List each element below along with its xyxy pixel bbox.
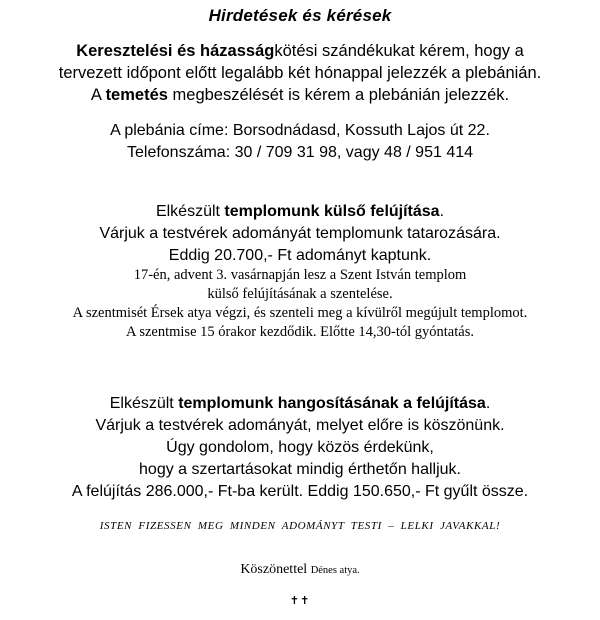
exterior-line-3: Eddig 20.700,- Ft adományt kaptunk. [168, 247, 432, 264]
crosses-icon: ✝✝ [289, 594, 311, 607]
signature: Dénes atya. [310, 565, 360, 576]
funeral-bold: temetés [105, 86, 168, 104]
phone-line: Telefonszáma: 30 / 709 31 98, vagy 48 / 951 414 [126, 144, 474, 161]
consecration-line-4: A szentmise 15 órakor kezdődik. Előtte 14,30-tól gyóntatás. [126, 324, 474, 340]
exterior-pre: Elkészült [155, 203, 225, 220]
consecration-section [0, 266, 600, 342]
consecration-line-3: A szentmisét Érsek atya végzi, és szenteli meg a kívülről megújult templomot. [72, 305, 528, 321]
sound-rest: . [485, 395, 491, 412]
sound-line-2: Várjuk a testvérek adományát, melyet előre is köszönünk. [95, 417, 505, 434]
blessing-line: ISTEN FIZESSEN MEG MINDEN ADOMÁNYT TESTI – LELKI JAVAKKAL! [99, 520, 501, 532]
exterior-section [0, 201, 600, 267]
baptism-bold: Keresztelési és házasság [76, 42, 275, 60]
address-section [0, 120, 600, 164]
page-title: Hirdetések és kérések [208, 6, 392, 25]
consecration-line-1: 17-én, advent 3. vasárnapján lesz a Szent István templom [133, 267, 467, 283]
consecration-line-2: külső felújításának a szentelése. [207, 286, 393, 302]
funeral-rest: megbeszélését is kérem a plebánián jelezzék. [167, 86, 510, 104]
exterior-rest: . [439, 203, 445, 220]
baptism-line-2: tervezett időpont előtt legalább két hónappal jelezzék a plebánián. [58, 64, 542, 82]
exterior-line-2: Várjuk a testvérek adományát templomunk tatarozására. [99, 225, 501, 242]
sound-line-1 [0, 393, 600, 415]
thanks-line [0, 562, 600, 578]
exterior-line-1 [0, 201, 600, 223]
baptism-line-1-rest: kötési szándékukat kérem, hogy a [274, 42, 524, 60]
sound-line-3: Úgy gondolom, hogy közös érdekünk, [166, 439, 434, 456]
sound-section [0, 393, 600, 503]
baptism-line-1 [0, 40, 600, 62]
sound-bold: templomunk hangosításának a felújítása [178, 395, 486, 412]
exterior-bold: templomunk külső felújítása [224, 203, 440, 220]
address-line: A plebánia címe: Borsodnádasd, Kossuth Lajos út 22. [110, 122, 490, 139]
sound-pre: Elkészült [109, 395, 179, 412]
funeral-line [0, 84, 600, 106]
sound-line-5: A felújítás 286.000,- Ft-ba került. Eddig 150.650,- Ft gyűlt össze. [71, 483, 529, 500]
sound-line-4: hogy a szertartásokat mindig érthetőn halljuk. [139, 461, 461, 478]
thanks-text: Köszönettel [240, 562, 308, 577]
baptism-section [0, 40, 600, 106]
funeral-pre: A [90, 86, 106, 104]
